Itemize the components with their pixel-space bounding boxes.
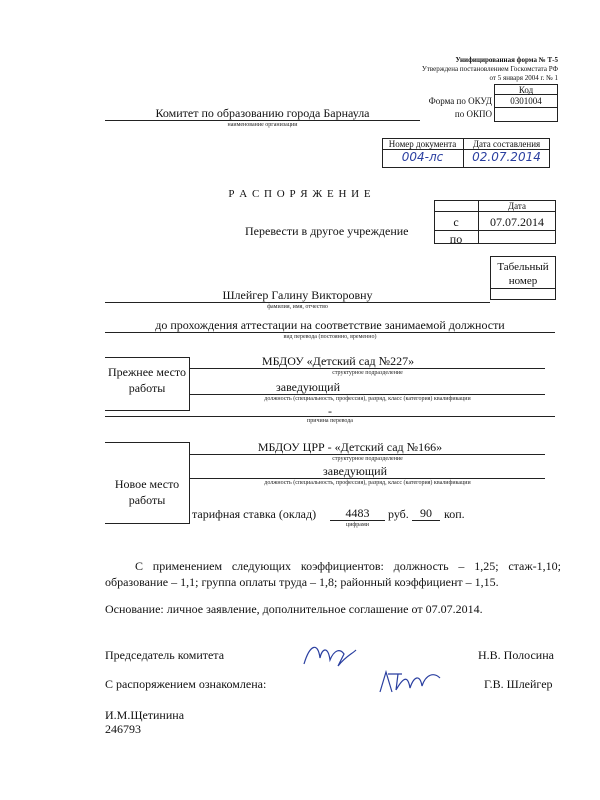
code-label: Код — [518, 85, 534, 95]
document-number-header: Номер документа — [388, 139, 457, 149]
transfer-reason-caption: причина перевода — [307, 418, 353, 424]
new-unit: МБДОУ ЦРР - «Детский сад №166» — [257, 440, 443, 454]
action-date-header: Дата — [508, 201, 526, 211]
document-date-value: 02.07.2014 — [472, 150, 541, 164]
new-unit-caption: структурное подразделение — [332, 456, 403, 462]
transfer-reason-underline — [105, 416, 555, 417]
transfer-type-caption: вид перевода (постоянно, временно) — [283, 334, 377, 340]
rub-label: руб. — [388, 507, 409, 521]
new-position-underline — [190, 478, 545, 479]
tab-number-divider — [490, 288, 556, 289]
previous-unit-underline — [190, 368, 545, 369]
previous-position-underline — [190, 394, 545, 395]
coefficients-paragraph: С применением следующих коэффициентов: должность – 1,25; стаж-1,10; образование – 1,1; группа оплаты труда – 1,8; районный коэффициент – 1,15. — [105, 559, 561, 589]
new-position: заведующий — [323, 464, 387, 478]
transfer-reason: - — [328, 404, 332, 418]
action-text: Перевести в другое учреждение — [245, 224, 409, 238]
okud-value: 0301004 — [510, 96, 542, 106]
new-label: Новое место работы — [114, 477, 180, 507]
rate-kop-underline — [412, 520, 440, 521]
action-date-divider — [434, 211, 556, 212]
previous-unit: МБДОУ «Детский сад №227» — [261, 354, 415, 368]
employee-signature — [376, 666, 446, 696]
tab-number-header: Табельный номер — [497, 261, 549, 287]
document-number-value: 004-лс — [401, 150, 444, 164]
chair-label: Председатель комитета — [105, 648, 225, 662]
kop-label: коп. — [444, 507, 465, 521]
acknowledged-label: С распоряжением ознакомлена: — [105, 677, 267, 691]
rate-rub-value: 4483 — [345, 506, 370, 520]
executor-phone: 246793 — [105, 722, 141, 736]
employee-name-underline — [105, 302, 490, 303]
action-to-label: по — [449, 232, 463, 246]
organization-name: Комитет по образованию города Барнаула — [155, 106, 370, 120]
new-unit-underline — [190, 454, 545, 455]
employee-name-caption: фамилия, имя, отчество — [267, 304, 328, 310]
transfer-type: до прохождения аттестации на соответствие занимаемой должности — [155, 318, 505, 332]
employee-name: Шлейгер Галину Викторовну — [222, 288, 373, 302]
employee-signature-name: Г.В. Шлейгер — [484, 677, 553, 691]
organization-caption: наименование организации — [227, 122, 298, 128]
previous-position: заведующий — [276, 380, 340, 394]
digits-caption: цифрами — [346, 522, 369, 528]
previous-unit-caption: структурное подразделение — [332, 370, 403, 376]
action-from-value: 07.07.2014 — [490, 215, 544, 229]
approved-line: Утверждена постановлением Госкомстата РФ — [421, 65, 558, 73]
chair-name: Н.В. Полосина — [478, 648, 554, 662]
chair-signature — [300, 640, 360, 670]
action-from-label: с — [453, 215, 459, 229]
new-position-caption: должность (специальность, профессия), разряд, класс (категория) квалификации — [264, 480, 471, 486]
transfer-type-underline — [105, 332, 555, 333]
okud-label: Форма по ОКУД — [428, 96, 492, 106]
rate-kop-value: 90 — [420, 506, 432, 520]
previous-label: Прежнее место работы — [108, 365, 186, 395]
code-table-divider — [494, 107, 558, 108]
rate-rub-underline — [330, 520, 385, 521]
document-date-header: Дата составления — [472, 139, 541, 149]
form-code-line: Унифицированная форма № Т-5 — [455, 56, 558, 64]
rate-label: тарифная ставка (оклад) — [192, 507, 317, 521]
document-title: Р А С П О Р Я Ж Е Н И Е — [228, 188, 372, 200]
organization-underline — [105, 120, 420, 121]
approved-date-line: от 5 января 2004 г. № 1 — [489, 74, 558, 82]
executor-name: И.М.Щетинина — [105, 708, 185, 722]
previous-position-caption: должность (специальность, профессия), разряд, класс (категория) квалификации — [264, 396, 471, 402]
basis-paragraph: Основание: личное заявление, дополнительное соглашение от 07.07.2014. — [105, 602, 483, 616]
action-date-divider — [434, 230, 556, 231]
okpo-label: по ОКПО — [454, 109, 492, 119]
